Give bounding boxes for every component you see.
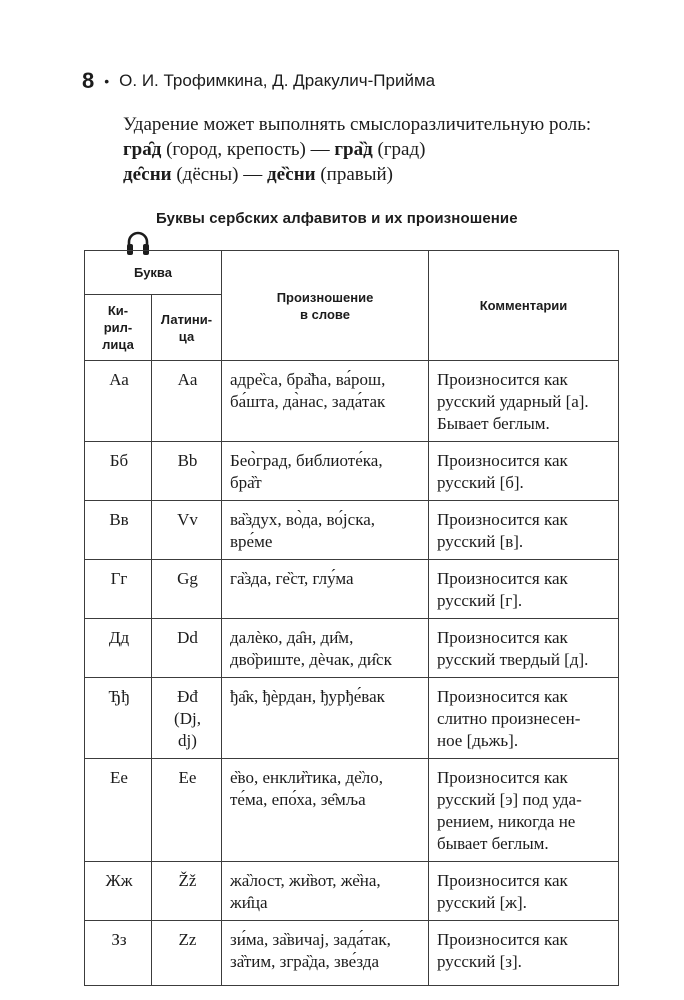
latin-letter-cell: Ee — [152, 759, 222, 862]
header-pronunciation — [222, 251, 429, 361]
table-row — [85, 442, 619, 501]
header-comments: Комментарии — [429, 251, 619, 361]
pronunciation-examples-cell: ђа̑к, ђѐрдан, ђурђе́вак — [222, 678, 429, 759]
table-row — [85, 862, 619, 921]
example-gloss: (город, крепость) — — [161, 139, 335, 160]
intro-line-3 — [123, 162, 643, 187]
intro-paragraph — [123, 112, 643, 187]
latin-letter-cell: Zz — [152, 921, 222, 986]
pronunciation-examples-cell: Бео̀град, библиоте́ка, бра̏т — [222, 442, 429, 501]
pronunciation-examples-cell: ва̏здух, во̀да, во́јска, вре́ме — [222, 501, 429, 560]
header-cyrillic — [85, 295, 152, 361]
table-title: Буквы сербских алфавитов и их произношение — [156, 210, 518, 227]
header-cyrillic-text: Ки- рил- лица — [102, 303, 134, 352]
comment-cell: Произносится как русский [з]. — [429, 921, 619, 986]
comment-cell: Произносится как русский [э] под уда- рением, никогда не бывает беглым. — [429, 759, 619, 862]
comment-cell: Произносится как слитно произнесен- ное [дьжь]. — [429, 678, 619, 759]
page-number: 8 — [82, 68, 95, 93]
example-word: де̑сни — [123, 164, 172, 185]
latin-letter-cell: Đđ (Dj, dj) — [152, 678, 222, 759]
table-row — [85, 678, 619, 759]
table-row — [85, 560, 619, 619]
latin-letter-cell: Gg — [152, 560, 222, 619]
example-word: де̏сни — [266, 164, 316, 185]
comment-cell: Произносится как русский [б]. — [429, 442, 619, 501]
comment-cell: Произносится как русский [в]. — [429, 501, 619, 560]
pronunciation-examples-cell: далѐко, да̑н, ди̑м, дво̏риште, дѐчак, ди̑ск — [222, 619, 429, 678]
example-gloss: (град) — [372, 139, 426, 160]
cyrillic-letter-cell: Жж — [85, 862, 152, 921]
table-row — [85, 759, 619, 862]
cyrillic-letter-cell: Дд — [85, 619, 152, 678]
intro-line-1: Ударение может выполнять смыслоразличительную роль: — [123, 114, 592, 135]
intro-line-2 — [123, 137, 643, 162]
header-letter: Буква — [85, 251, 222, 295]
running-head-authors: О. И. Трофимкина, Д. Дракулич-Прийма — [119, 71, 436, 90]
alphabet-table — [84, 250, 619, 986]
table-body — [85, 361, 619, 986]
comment-cell: Произносится как русский ударный [а]. Бывает беглым. — [429, 361, 619, 442]
latin-letter-cell: Žž — [152, 862, 222, 921]
pronunciation-examples-cell: га̏зда, ге̏ст, глу́ма — [222, 560, 429, 619]
cyrillic-letter-cell: Гг — [85, 560, 152, 619]
cyrillic-letter-cell: Зз — [85, 921, 152, 986]
pronunciation-examples-cell: адре̏са, бра̏ћа, ва́рош, ба́шта, да̀нас, зада́так — [222, 361, 429, 442]
running-header — [82, 66, 435, 96]
comment-cell: Произносится как русский [ж]. — [429, 862, 619, 921]
example-gloss: (правый) — [315, 164, 394, 185]
header-latin-text: Латини- ца — [160, 311, 213, 344]
table-row — [85, 361, 619, 442]
cyrillic-letter-cell: Вв — [85, 501, 152, 560]
pronunciation-examples-cell: зи́ма, за̏вичај, зада́так, за̏тим, згра̏да, зве́зда — [222, 921, 429, 986]
latin-letter-cell: Aa — [152, 361, 222, 442]
example-word: гра̏д — [334, 139, 373, 160]
comment-cell: Произносится как русский [г]. — [429, 560, 619, 619]
latin-letter-cell: Dd — [152, 619, 222, 678]
cyrillic-letter-cell: Аа — [85, 361, 152, 442]
table-row — [85, 501, 619, 560]
pronunciation-examples-cell: е̏во, енкли̏тика, де̏ло, те́ма, епо́ха, зе̑мља — [222, 759, 429, 862]
cyrillic-letter-cell: Бб — [85, 442, 152, 501]
example-gloss: (дёсны) — — [171, 164, 267, 185]
latin-letter-cell: Vv — [152, 501, 222, 560]
cyrillic-letter-cell: Ђђ — [85, 678, 152, 759]
table-row — [85, 619, 619, 678]
comment-cell: Произносится как русский твердый [д]. — [429, 619, 619, 678]
bullet-separator: • — [104, 73, 110, 89]
header-latin — [152, 295, 222, 361]
cyrillic-letter-cell: Ее — [85, 759, 152, 862]
latin-letter-cell: Bb — [152, 442, 222, 501]
example-word: гра̑д — [123, 139, 162, 160]
header-pronunciation-text: Произношение в слове — [276, 289, 374, 322]
pronunciation-examples-cell: жа̏лост, жи̏вот, же̏на, жи̑ца — [222, 862, 429, 921]
table-row — [85, 921, 619, 986]
